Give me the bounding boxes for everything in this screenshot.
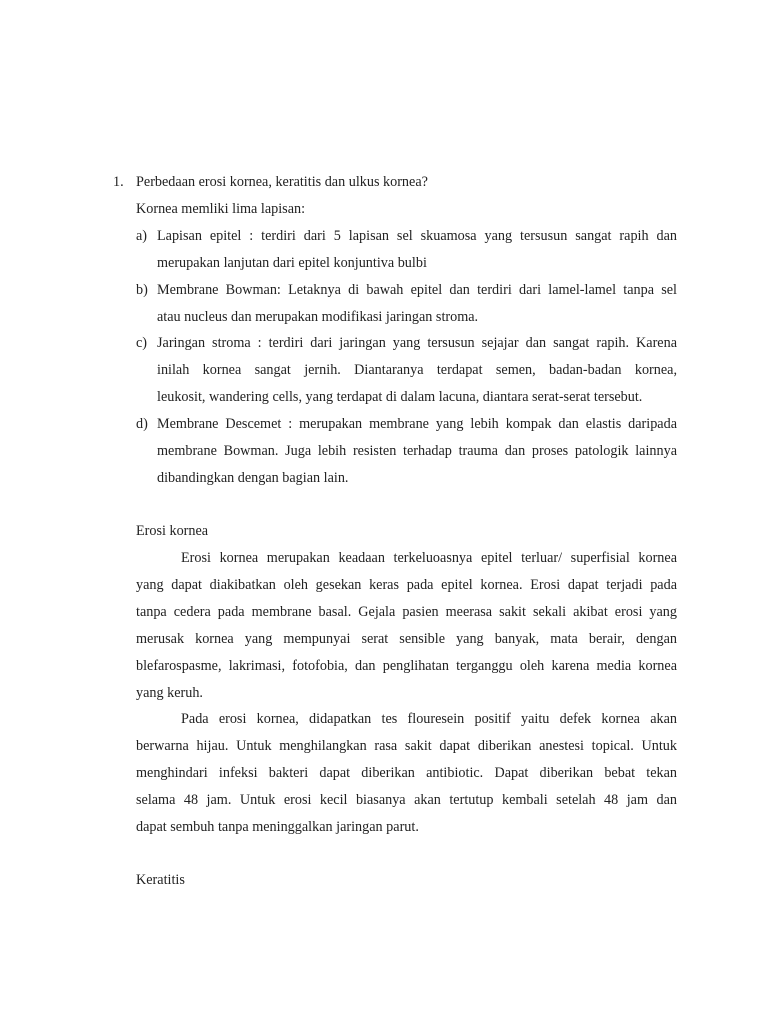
paragraph-line: yang keruh. <box>136 685 203 701</box>
layers-intro: Kornea memliki lima lapisan: <box>136 201 306 217</box>
list-item-line: Lapisan epitel : terdiri dari 5 lapisan sel skuamosa yang tersusun sangat rapih dan <box>157 228 677 244</box>
list-marker: b) <box>136 282 148 298</box>
paragraph-line: tanpa cedera pada membrane basal. Gejala pasien meerasa sakit sekali akibat erosi yang <box>136 604 677 620</box>
list-item-line: Membrane Bowman: Letaknya di bawah epitel dan terdiri dari lamel-lamel tanpa sel <box>157 282 677 298</box>
paragraph-line: berwarna hijau. Untuk menghilangkan rasa sakit dapat diberikan anestesi topical. Untuk <box>136 738 677 754</box>
paragraph-line: yang dapat diakibatkan oleh gesekan keras pada epitel kornea. Erosi dapat terjadi pada <box>136 577 677 593</box>
list-item-line: merupakan lanjutan dari epitel konjuntiva bulbi <box>157 255 427 271</box>
question-number: 1. <box>113 174 124 190</box>
section-heading-keratitis: Keratitis <box>136 872 185 888</box>
list-marker: a) <box>136 228 148 244</box>
section-heading-erosi: Erosi kornea <box>136 523 209 539</box>
list-item-line: membrane Bowman. Juga lebih resisten terhadap trauma dan proses patologik lainnya <box>157 443 677 459</box>
list-item-line: inilah kornea sangat jernih. Diantaranya terdapat semen, badan-badan kornea, <box>157 362 677 378</box>
list-marker: c) <box>136 335 148 351</box>
paragraph-line: selama 48 jam. Untuk erosi kecil biasanya akan tertutup kembali setelah 48 jam dan <box>136 792 677 808</box>
paragraph-line: Pada erosi kornea, didapatkan tes flouresein positif yaitu defek kornea akan <box>181 711 677 727</box>
list-marker: d) <box>136 416 148 432</box>
paragraph-line: menghindari infeksi bakteri dapat diberikan antibiotic. Dapat diberikan bebat tekan <box>136 765 677 781</box>
list-item-line: dibandingkan dengan bagian lain. <box>157 470 349 486</box>
question-title: Perbedaan erosi kornea, keratitis dan ulkus kornea? <box>136 174 428 190</box>
list-item-line: Jaringan stroma : terdiri dari jaringan yang tersusun sejajar dan sangat rapih. Karena <box>157 335 677 351</box>
list-item-line: Membrane Descemet : merupakan membrane yang lebih kompak dan elastis daripada <box>157 416 677 432</box>
paragraph-line: dapat sembuh tanpa meninggalkan jaringan parut. <box>136 819 419 835</box>
paragraph-line: Erosi kornea merupakan keadaan terkeluoasnya epitel terluar/ superfisial kornea <box>181 550 677 566</box>
paragraph-line: blefarospasme, lakrimasi, fotofobia, dan penglihatan terganggu oleh karena media kornea <box>136 658 677 674</box>
list-item-line: atau nucleus dan merupakan modifikasi jaringan stroma. <box>157 309 479 325</box>
list-item-line: leukosit, wandering cells, yang terdapat di dalam lacuna, diantara serat-serat tersebut. <box>157 389 643 405</box>
paragraph-line: merusak kornea yang mempunyai serat sensible yang banyak, mata berair, dengan <box>136 631 677 647</box>
